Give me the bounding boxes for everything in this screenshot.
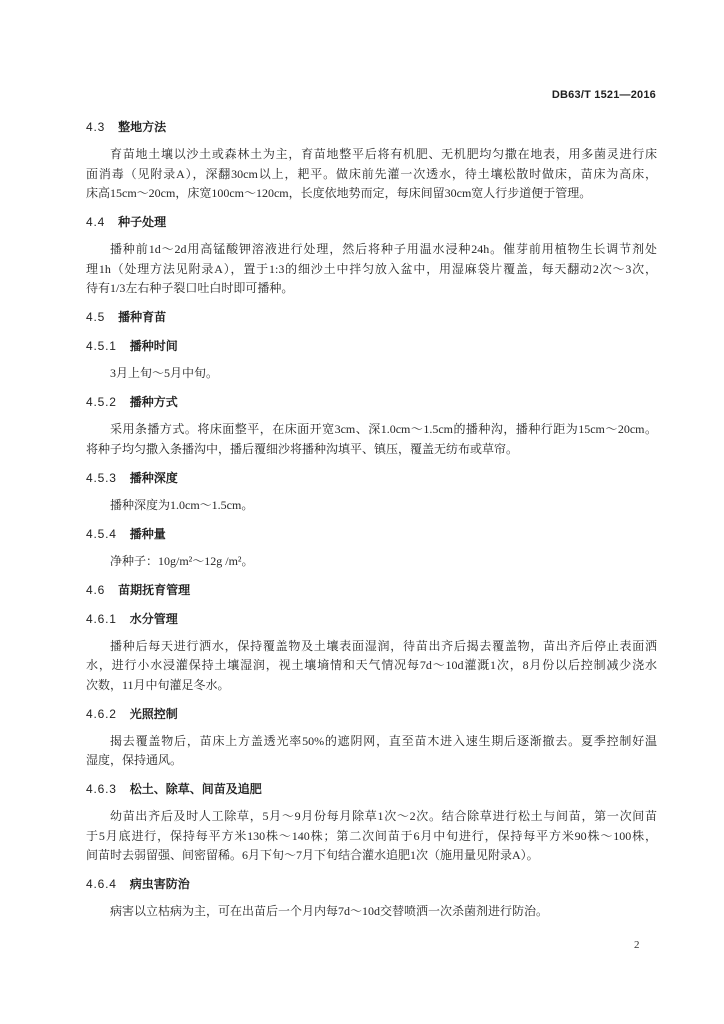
text-line: 播种后每天进行洒水，保持覆盖物及土壤表面湿润，待苗出齐后揭去覆盖物，苗出齐后停止表面洒 xyxy=(110,638,657,653)
text-line: 床高15cm～20cm，床宽100cm～120cm，长度依地势而定，每床间留30cm宽人行步道便于管理。 xyxy=(86,186,592,200)
clause-title: 播种深度 xyxy=(129,470,178,485)
text-line: 净种子：10g/m²～12g /m²。 xyxy=(110,553,254,568)
text-line: 水，进行小水浸灌保持土壤湿润，视土壤墒情和天气情况每7d～10d灌溉1次，8月份以后控制减少浇水 xyxy=(86,658,657,672)
clause-heading-4-5-3 xyxy=(86,469,657,489)
document-body xyxy=(86,118,657,922)
clause-number: 4.5.1 xyxy=(86,339,117,353)
page-number: 2 xyxy=(634,939,640,951)
clause-title: 播种育苗 xyxy=(118,310,167,324)
clause-title: 播种时间 xyxy=(129,339,178,353)
clause-text-4-5-4 xyxy=(86,552,657,572)
clause-heading-4-3 xyxy=(86,118,657,138)
clause-heading-4-5 xyxy=(86,308,657,328)
clause-number: 4.6.1 xyxy=(86,611,117,626)
clause-heading-4-5-4 xyxy=(86,525,657,545)
clause-number: 4.6.3 xyxy=(86,782,117,796)
text-line: 湿度，保持通风。 xyxy=(86,753,183,767)
text-line: 育苗地土壤以沙土或森林土为主，育苗地整平后将有机肥、无机肥均匀撒在地表，用多菌灵进行床 xyxy=(110,147,657,161)
clause-text-4-6-3 xyxy=(86,807,657,866)
clause-title: 播种方式 xyxy=(129,395,178,409)
clause-number: 4.4 xyxy=(86,215,106,229)
text-line: 播种深度为1.0cm～1.5cm。 xyxy=(110,497,254,512)
text-line: 待有1/3左右种子裂口吐白时即可播种。 xyxy=(86,281,294,295)
text-line: 幼苗出齐后及时人工除草，5月～9月份每月除草1次～2次。结合除草进行松土与间苗，第一次间苗 xyxy=(110,809,657,823)
standard-code: DB63/T 1521—2016 xyxy=(551,89,656,101)
clause-title: 苗期抚育管理 xyxy=(118,582,191,597)
text-line: 播种前1d～2d用高锰酸钾溶液进行处理，然后将种子用温水浸种24h。催芽前用植物生长调节剂处 xyxy=(110,242,657,256)
clause-title: 病虫害防治 xyxy=(129,877,190,891)
text-line: 采用条播方式。将床面整平，在床面开宽3cm、深1.0cm～1.5cm的播种沟，播种行距为15cm～20cm。 xyxy=(110,422,657,436)
text-line: 病害以立枯病为主，可在出苗后一个月内每7d～10d交替喷洒一次杀菌剂进行防治。 xyxy=(110,904,549,918)
clause-heading-4-4 xyxy=(86,213,657,233)
clause-number: 4.3 xyxy=(86,120,106,134)
clause-heading-4-6-4 xyxy=(86,875,657,895)
clause-number: 4.5 xyxy=(86,310,106,324)
text-line: 将种子均匀撒入条播沟中，播后覆细沙将播种沟填平、镇压，覆盖无纺布或草帘。 xyxy=(86,441,519,456)
text-line: 理1h（处理方法见附录A），置于1:3的细沙土中拌匀放入盆中，用湿麻袋片覆盖，每天翻动2次～3次， xyxy=(86,261,657,276)
clause-heading-4-6-2 xyxy=(86,705,657,725)
clause-heading-4-6-3 xyxy=(86,780,657,800)
clause-number: 4.6 xyxy=(86,582,106,597)
clause-title: 水分管理 xyxy=(129,611,178,626)
text-line: 面消毒（见附录A），深翻30cm以上，耙平。做床前先灌一次透水，待土壤松散时做床，苗床为高床， xyxy=(86,166,657,181)
clause-title: 播种量 xyxy=(129,526,166,541)
clause-text-4-5-3 xyxy=(86,496,657,516)
clause-number: 4.5.3 xyxy=(86,470,117,485)
clause-title: 整地方法 xyxy=(118,120,167,134)
clause-number: 4.6.2 xyxy=(86,706,117,721)
clause-text-4-5-2 xyxy=(86,420,657,459)
text-line: 于5月底进行，保持每平方米130株～140株；第二次间苗于6月中旬进行，保持每平方米90株～100株， xyxy=(86,828,657,843)
clause-heading-4-6 xyxy=(86,581,657,601)
clause-text-4-5-1 xyxy=(86,364,657,384)
clause-number: 4.5.4 xyxy=(86,526,117,541)
clause-title: 光照控制 xyxy=(129,706,178,721)
clause-title: 松土、除草、间苗及追肥 xyxy=(129,782,262,796)
text-line: 揭去覆盖物后，苗床上方盖透光率50%的遮阴网，直至苗木进入速生期后逐渐撤去。夏季控制好温 xyxy=(110,733,657,748)
clause-heading-4-5-2 xyxy=(86,393,657,413)
clause-text-4-6-1 xyxy=(86,637,657,696)
clause-text-4-6-4 xyxy=(86,902,657,922)
text-line: 次数，11月中旬灌足冬水。 xyxy=(86,677,230,692)
text-line: 间苗时去弱留强、间密留稀。6月下旬～7月下旬结合灌水追肥1次（施用量见附录A）。 xyxy=(86,848,539,862)
clause-text-4-3 xyxy=(86,145,657,204)
clause-text-4-4 xyxy=(86,240,657,299)
clause-number: 4.6.4 xyxy=(86,877,117,891)
clause-text-4-6-2 xyxy=(86,732,657,771)
clause-heading-4-6-1 xyxy=(86,610,657,630)
text-line: 3月上旬～5月中旬。 xyxy=(110,366,219,380)
clause-heading-4-5-1 xyxy=(86,337,657,357)
clause-title: 种子处理 xyxy=(118,215,167,229)
clause-number: 4.5.2 xyxy=(86,395,117,409)
